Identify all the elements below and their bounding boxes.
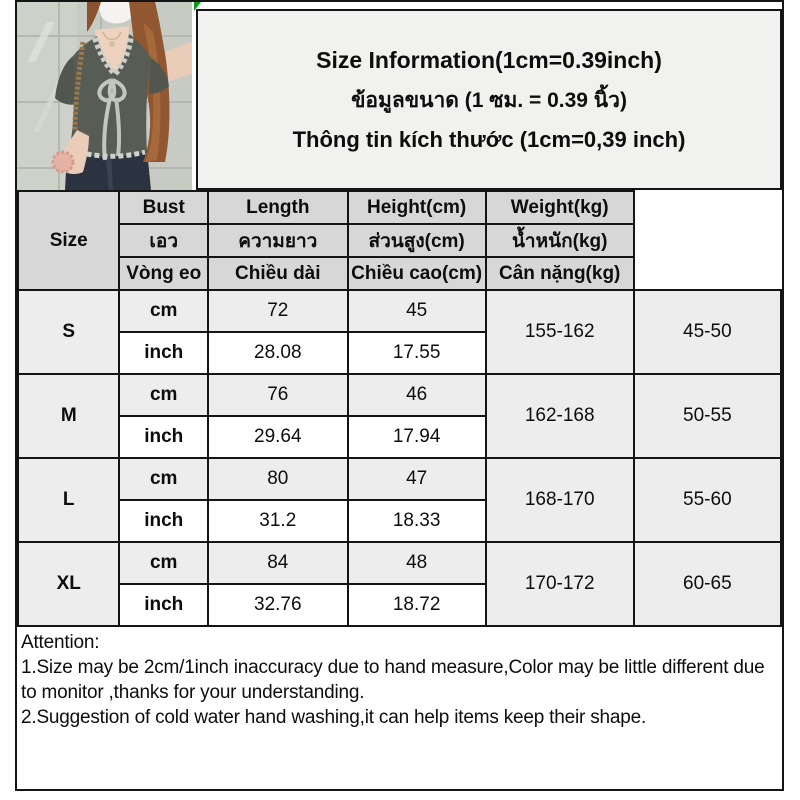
top-section [17,2,782,190]
xl-bust-inch: 32.76 [208,584,348,626]
col-header-weight-en: Weight(kg) [486,191,634,224]
unit-cm: cm [119,458,208,500]
unit-cm: cm [119,374,208,416]
header-row-thai [18,224,781,257]
attention-note-2: 2.Suggestion of cold water hand washing,it can help items keep their shape. [21,707,647,729]
unit-inch: inch [119,500,208,542]
size-label-xl: XL [18,542,119,626]
unit-cm: cm [119,542,208,584]
col-header-height-en: Height(cm) [348,191,486,224]
size-chart-table [17,190,782,627]
xl-weight-range: 60-65 [634,542,781,626]
s-bust-cm: 72 [208,290,348,332]
attention-note-1: 1.Size may be 2cm/1inch inaccuracy due to hand measure,Color may be little different due to monitor ,thanks for your understanding. [21,657,765,704]
s-length-cm: 45 [348,290,486,332]
unit-cm: cm [119,290,208,332]
m-length-cm: 46 [348,374,486,416]
size-label-l: L [18,458,119,542]
col-header-bust-en: Bust [119,191,208,224]
col-header-bust-vi: Vòng eo [119,257,208,290]
product-photo [17,2,192,190]
title-english: Size Information(1cm=0.39inch) [316,46,662,73]
s-bust-inch: 28.08 [208,332,348,374]
xl-length-inch: 18.72 [348,584,486,626]
green-corner-mark [194,2,201,11]
size-chart-card [15,0,784,791]
row-s-cm [18,290,781,332]
row-xl-cm [18,542,781,584]
product-photo-illustration [17,2,192,190]
col-header-height-vi: Chiều cao(cm) [348,257,486,290]
col-header-length-vi: Chiều dài [208,257,348,290]
unit-inch: inch [119,416,208,458]
l-length-cm: 47 [348,458,486,500]
col-header-height-th: ส่วนสูง(cm) [348,224,486,257]
s-height-range: 155-162 [486,290,634,374]
header-row-vietnamese [18,257,781,290]
l-height-range: 168-170 [486,458,634,542]
l-length-inch: 18.33 [348,500,486,542]
size-label-s: S [18,290,119,374]
col-header-bust-th: เอว [119,224,208,257]
col-header-weight-vi: Cân nặng(kg) [486,257,634,290]
title-thai: ข้อมูลขนาด (1 ซม. = 0.39 นิ้ว) [351,88,627,112]
m-bust-inch: 29.64 [208,416,348,458]
m-bust-cm: 76 [208,374,348,416]
attention-heading: Attention: [21,632,100,653]
row-m-cm [18,374,781,416]
s-length-inch: 17.55 [348,332,486,374]
xl-height-range: 170-172 [486,542,634,626]
header-row-english [18,191,781,224]
col-header-length-en: Length [208,191,348,224]
s-weight-range: 45-50 [634,290,781,374]
l-weight-range: 55-60 [634,458,781,542]
unit-inch: inch [119,584,208,626]
title-area [192,2,782,190]
l-bust-cm: 80 [208,458,348,500]
size-column-header: Size [18,191,119,290]
xl-bust-cm: 84 [208,542,348,584]
col-header-weight-th: น้ำหนัก(kg) [486,224,634,257]
attention-section [17,627,782,789]
size-label-m: M [18,374,119,458]
row-l-cm [18,458,781,500]
xl-length-cm: 48 [348,542,486,584]
unit-inch: inch [119,332,208,374]
l-bust-inch: 31.2 [208,500,348,542]
m-weight-range: 50-55 [634,374,781,458]
title-box [196,9,782,190]
col-header-length-th: ความยาว [208,224,348,257]
title-vietnamese: Thông tin kích thước (1cm=0,39 inch) [292,126,686,152]
m-length-inch: 17.94 [348,416,486,458]
m-height-range: 162-168 [486,374,634,458]
